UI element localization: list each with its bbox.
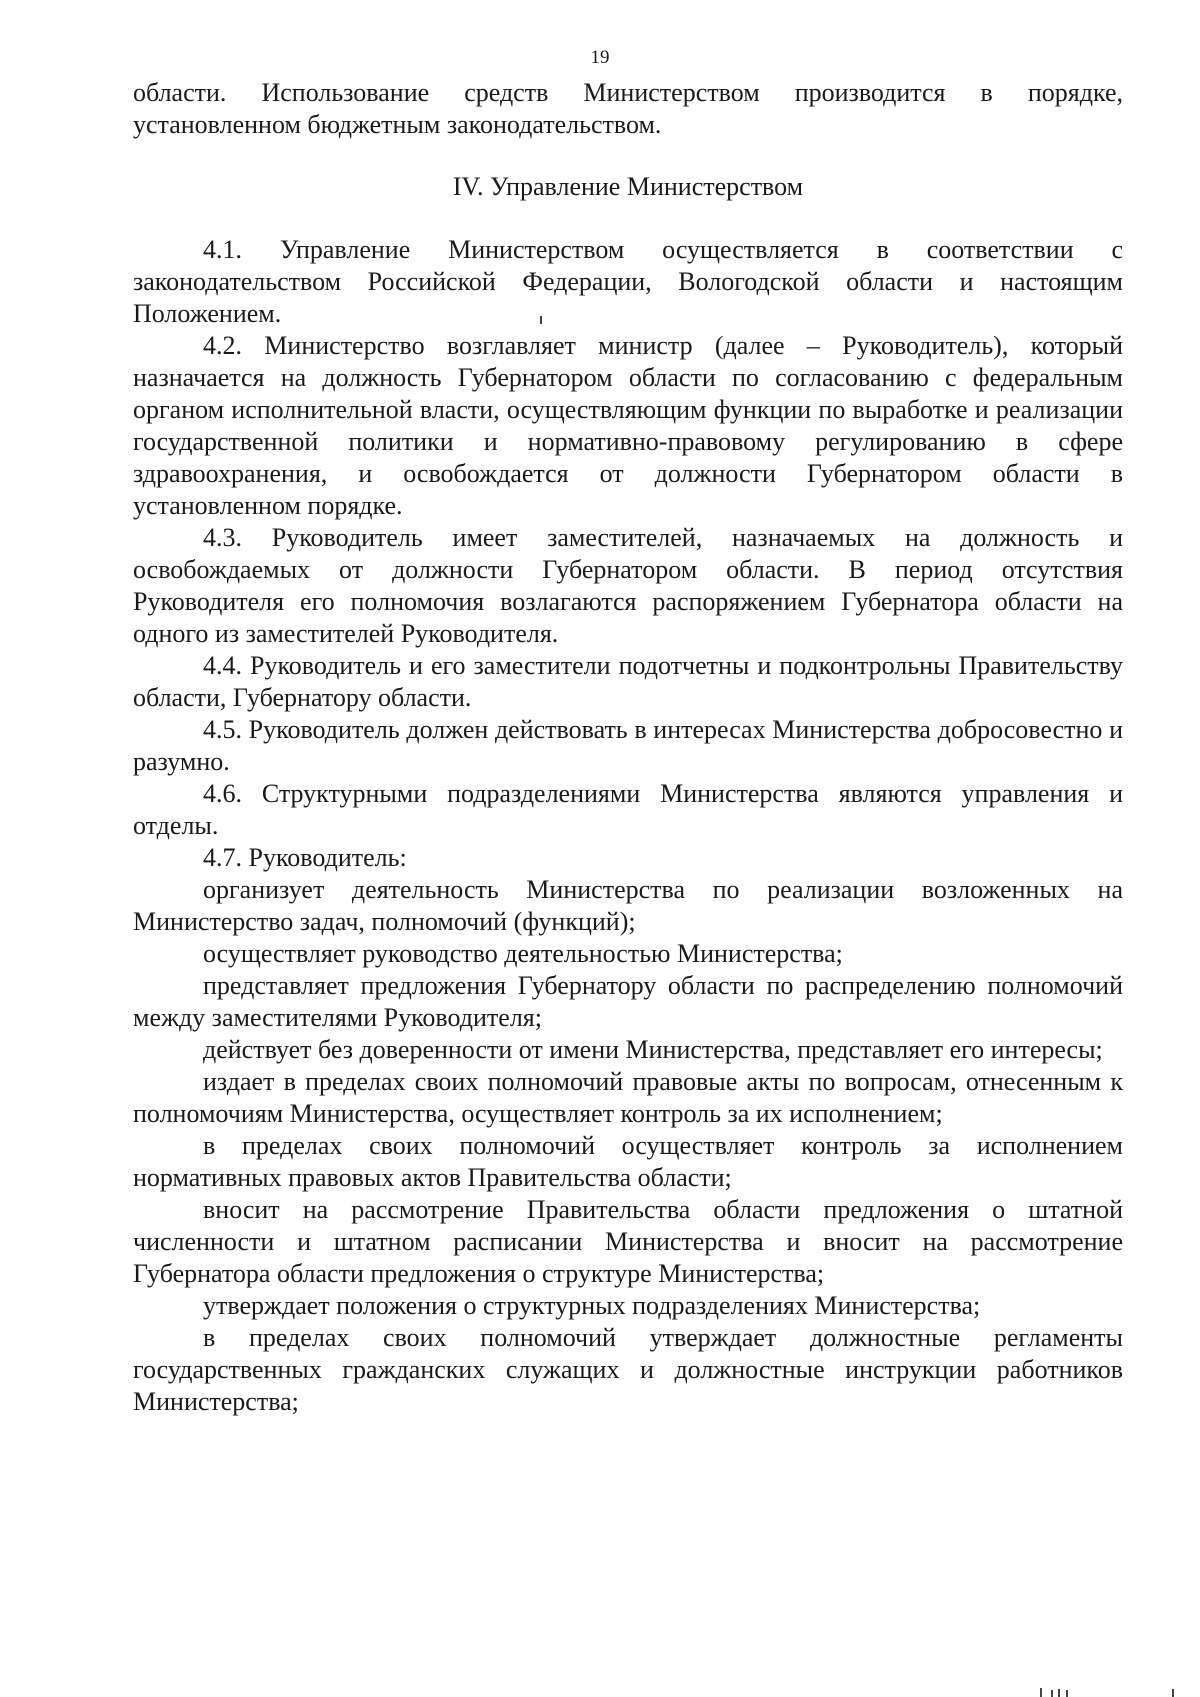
list-item: вносит на рассмотрение Правительства области предложения о штатной численности и штатном расписании Министерства и вносит на рассмотрение Губернатора области предложения о структуре Министерства; [133, 1195, 1123, 1288]
scan-speck [1066, 1690, 1068, 1697]
document-body [133, 77, 1123, 1418]
scan-speck [1058, 1689, 1060, 1697]
paragraph-4-4: 4.4. Руководитель и его заместители подотчетны и подконтрольны Правительству области, Губернатору области. [133, 651, 1123, 712]
page-number: 19 [590, 47, 610, 68]
list-item: издает в пределах своих полномочий правовые акты по вопросам, отнесенным к полномочиям Министерства, осуществляет контроль за их исполнением; [133, 1067, 1123, 1128]
list-item: организует деятельность Министерства по реализации возложенных на Министерство задач, полномочий (функций); [133, 875, 1123, 936]
paragraph-4-6: 4.6. Структурными подразделениями Министерства являются управления и отделы. [133, 779, 1123, 840]
list-item: в пределах своих полномочий осуществляет контроль за исполнением нормативных правовых актов Правительства области; [133, 1131, 1123, 1192]
list-item: действует без доверенности от имени Министерства, представляет его интересы; [203, 1035, 1103, 1064]
list-item: в пределах своих полномочий утверждает должностные регламенты государственных гражданских служащих и должностные инструкции работников Министерства; [133, 1323, 1123, 1416]
paragraph-4-1: 4.1. Управление Министерством осуществляется в соответствии с законодательством Российской Федерации, Вологодской области и настоящим Положением. [133, 235, 1123, 328]
list-item: осуществляет руководство деятельностью Министерства; [203, 939, 843, 968]
paragraph-4-7: 4.7. Руководитель: [203, 843, 407, 872]
scan-speck [1172, 1689, 1174, 1697]
scan-speck [540, 316, 542, 324]
scan-speck [1040, 1688, 1042, 1697]
scan-speck [1051, 1690, 1053, 1697]
paragraph-4-5: 4.5. Руководитель должен действовать в интересах Министерства добросовестно и разумно. [133, 715, 1123, 776]
intro-paragraph: области. Использование средств Министерством производится в порядке, установленном бюджетным законодательством. [133, 78, 1123, 139]
paragraph-4-2: 4.2. Министерство возглавляет министр (далее – Руководитель), который назначается на должность Губернатором области по согласованию с федеральным органом исполнительной власти, осуществляющим функции по выработке и реализации государственной политики и нормативно-правовому регулированию в сфере здравоохранения, и освобождается от должности Губернатором области в установленном порядке. [133, 331, 1123, 520]
list-item: представляет предложения Губернатору области по распределению полномочий между заместителями Руководителя; [133, 971, 1123, 1032]
paragraph-4-3: 4.3. Руководитель имеет заместителей, назначаемых на должность и освобождаемых от должности Губернатором области. В период отсутствия Руководителя его полномочия возлагаются распоряжением Губернатора области на одного из заместителей Руководителя. [133, 523, 1123, 648]
section-heading: IV. Управление Министерством [452, 172, 804, 201]
list-item: утверждает положения о структурных подразделениях Министерства; [203, 1291, 981, 1320]
